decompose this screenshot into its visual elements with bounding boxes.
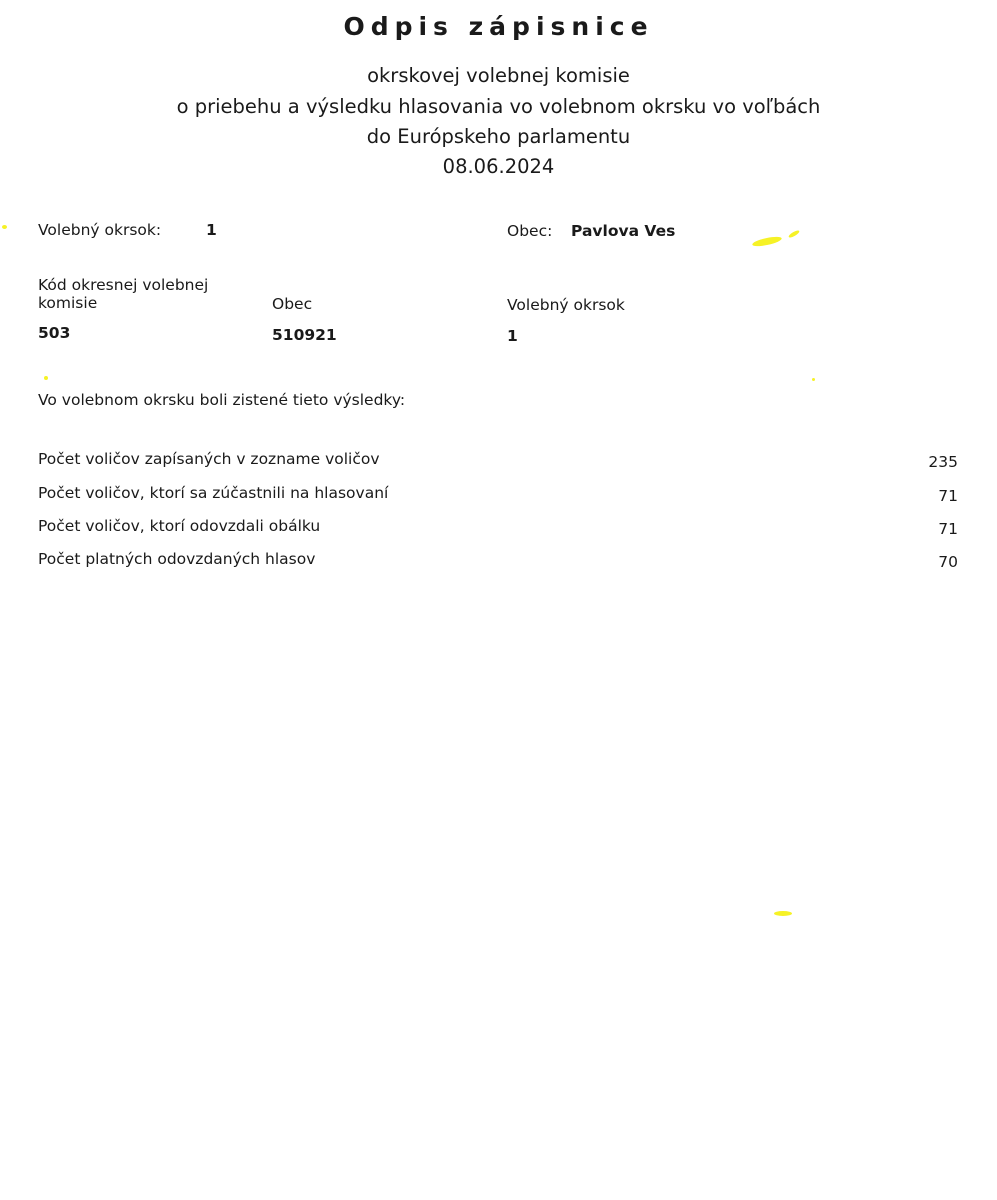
document-title: Odpis zápisnice	[343, 12, 654, 41]
results-intro: Vo volebnom okrsku boli zistené tieto výsledky:	[38, 391, 406, 409]
result-label: Počet platných odovzdaných hlasov	[38, 550, 316, 568]
highlighter-speck	[812, 378, 815, 381]
municipality-value: Pavlova Ves	[571, 222, 676, 240]
district-value: 1	[206, 221, 217, 239]
result-label: Počet voličov zapísaných v zozname voličov	[38, 450, 380, 468]
result-value: 71	[938, 487, 958, 505]
result-value: 71	[938, 520, 958, 538]
district-code-label: Volebný okrsok	[507, 296, 625, 314]
highlighter-speck	[752, 235, 783, 248]
result-value: 70	[938, 553, 958, 571]
municipality-code-label: Obec	[272, 295, 313, 313]
municipality-label: Obec:	[507, 222, 553, 240]
subtitle-date: 08.06.2024	[442, 155, 555, 178]
district-label: Volebný okrsok:	[38, 221, 162, 239]
subtitle-description: o priebehu a výsledku hlasovania vo volebnom okrsku vo voľbách	[176, 95, 821, 118]
highlighter-speck	[2, 225, 7, 229]
district-code-value: 1	[507, 327, 518, 345]
highlighter-speck	[44, 376, 48, 380]
highlighter-speck	[788, 229, 800, 238]
subtitle-election: do Európskeho parlamentu	[366, 125, 631, 148]
commission-code-label-line1: Kód okresnej volebnej	[38, 276, 209, 294]
commission-code-label-line2: komisie	[38, 294, 98, 312]
municipality-code-value: 510921	[272, 326, 337, 344]
highlighter-speck	[774, 911, 792, 916]
commission-code-value: 503	[38, 324, 71, 342]
subtitle-commission: okrskovej volebnej komisie	[367, 64, 630, 87]
result-label: Počet voličov, ktorí odovzdali obálku	[38, 517, 321, 535]
result-value: 235	[928, 453, 958, 471]
result-label: Počet voličov, ktorí sa zúčastnili na hlasovaní	[38, 484, 389, 502]
